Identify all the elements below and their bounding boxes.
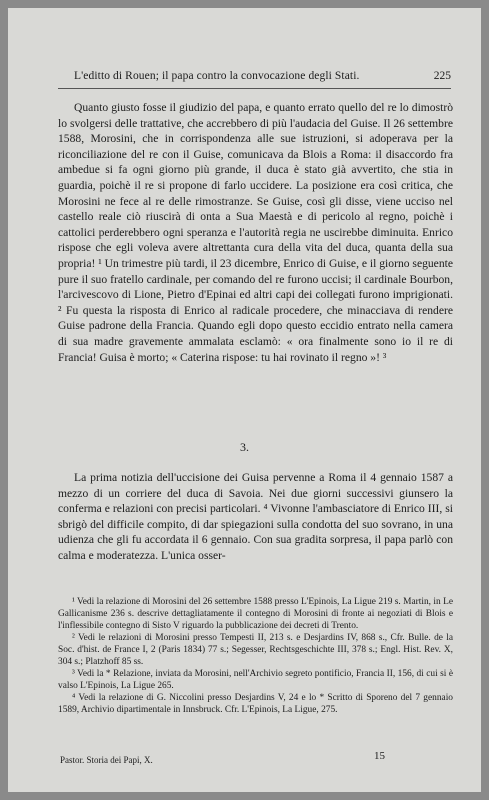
footer-book-title: Pastor. Storia dei Papi, X.	[60, 755, 153, 765]
section-number: 3.	[240, 440, 249, 454]
paragraph: La prima notizia dell'uccisione dei Guisa pervenne a Roma il 4 gennaio 1587 a mezzo di un corriere del duca di Savoia. Nei due giorni successivi giunsero la conferma e relazioni con precisi particolari. ⁴ Vivonne l'ambasciatore di Enrico III, si sbrigò del difficile compito, di dar spiegazioni sulla condotta del suo sovrano, in una udienza che gli fu accordata il 6 gennaio. Con sua gradita sorpresa, il papa parlò con calma e moderatezza. L'unica osser-	[58, 471, 453, 562]
footnote: ³ Vedi la * Relazione, inviata da Morosini, nell'Archivio segreto pontificio, Francia II, 156, di cui si è valso L'Epinois, La Ligue 265.	[58, 669, 453, 691]
paragraph: Quanto giusto fosse il giudizio del papa, e quanto errato quello del re lo dimostrò lo svolgersi delle trattative, che accrebbero di più l'audacia del Guise. Il 26 settembre 1588, Morosini, che in corrispondenza alle sue istruzioni, si adoperava per la riconciliazione del re con il Guise, comunicava da Blois a Roma: il disaccordo fra ambedue si fa ogni giorno più grande, il duca è stato già avvertito, che stia in guardia, poichè il re si propone di farlo uccidere. La posizione era così critica, che Morosini ne fece al re delle rimostranze. Se Guise, così gli disse, viene ucciso nel castello reale ciò riuscirà di onta a Sua Maestà e di pericolo al regno, poichè i cattolici perderebbero ogni speranza e l'autorità regia ne uscirebbe diminuita. Enrico rispose che egli voleva avere altrettanta cura della vita del duca, quanta della sua propria! ¹ Un trimestre più tardi, il 23 dicembre, Enrico di Guise, e il giorno seguente pure il suo fratello cardinale, per comando del re furono uccisi; il cardinale Bourbon, l'arcivescovo di Lione, Pietro d'Epinai ed altri capi dei collegati furono imprigionati. ² Fu questa la risposta di Enrico al radicale procedere, che minacciava di rendere Guise padrone della Francia. Quando egli dopo questo eccidio entrato nella camera di sua madre gravemente ammalata esclamò: « ora finalmente sono io il re di Francia! Guisa è morto; « Caterina rispose: tu hai rovinato il regno »! ³	[58, 101, 453, 364]
header-rule	[58, 88, 451, 89]
main-text	[58, 100, 453, 365]
signature-mark: 15	[374, 750, 385, 762]
page-number: 225	[433, 70, 451, 82]
section-text	[58, 470, 453, 564]
footnotes	[58, 596, 453, 716]
running-title: L'editto di Rouen; il papa contro la convocazione degli Stati.	[74, 70, 360, 82]
page	[8, 8, 481, 792]
footnote: ⁴ Vedi la relazione di G. Niccolini presso Desjardins V, 24 e lo * Scritto di Sporeno del 7 gennaio 1589, Archivio dipartimentale in Innsbruck. Cfr. L'Epinois, La Ligue, 275.	[58, 693, 453, 715]
footnote: ² Vedi le relazioni di Morosini presso Tempesti II, 213 s. e Desjardins IV, 868 s., Cfr. Bulle. de la Soc. d'hist. de France I, 2 (Paris 1834) 77 s.; Segesser, Rechtsgeschichte III, 378 s.; Engl. Hist. Rev. X, 304 s.; Platzhoff 85 ss.	[58, 633, 453, 667]
footnote: ¹ Vedi la relazione di Morosini del 26 settembre 1588 presso L'Epinois, La Ligue 219 s. Martin, in Le Gallicanisme 236 s. descrive dettagliatamente il contegno di Morosini di fronte ai negoziati di Blois e l'inflessibile contegno di Sisto V riguardo la pubblicazione dei decreti di Trento.	[58, 597, 453, 631]
